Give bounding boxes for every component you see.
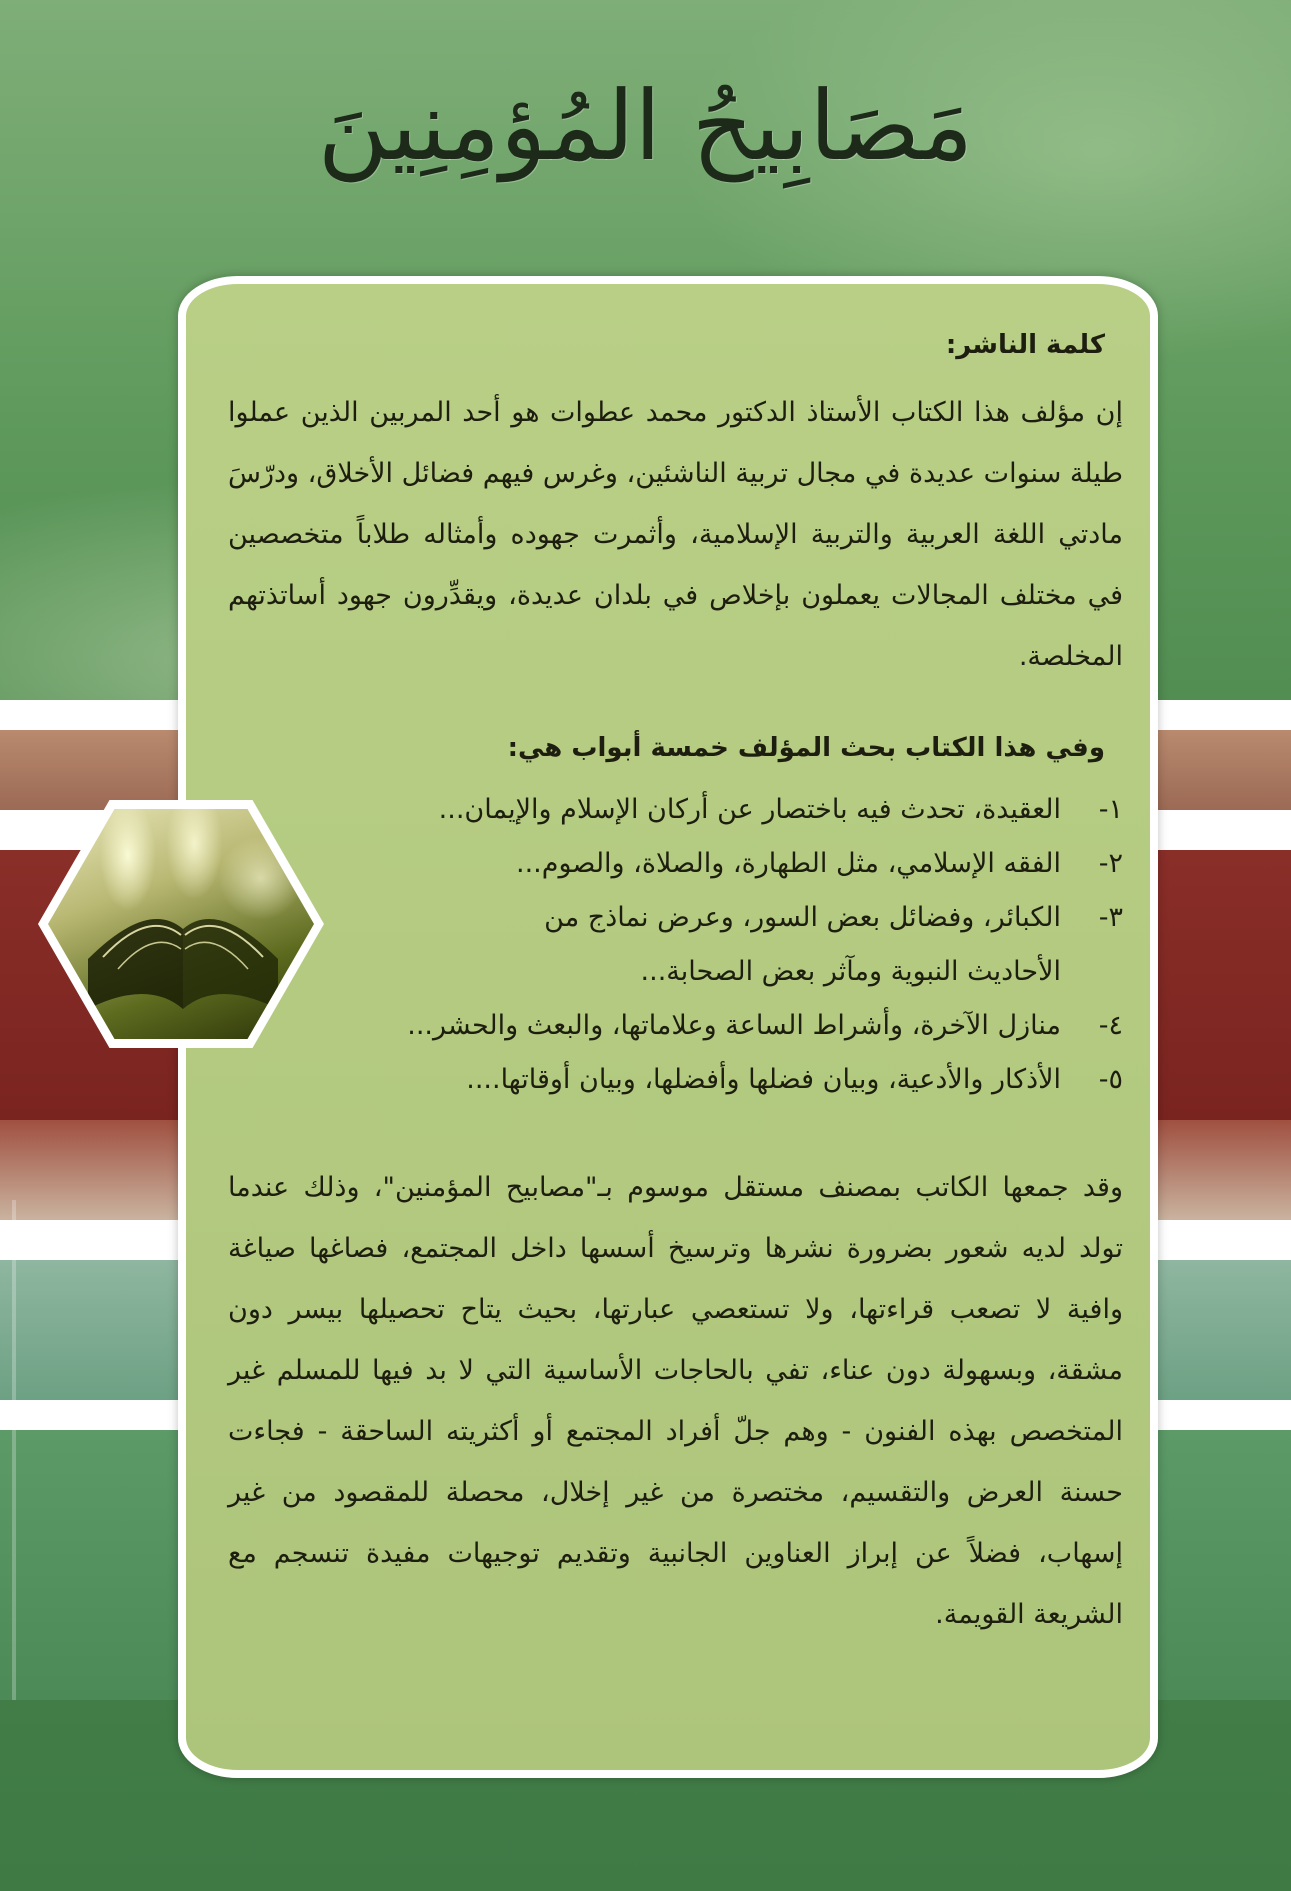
list-item: ٣- الكبائر، وفضائل بعض السور، وعرض نماذج من الأحاديث النبوية ومآثر بعض الصحابة...: [544, 902, 1123, 987]
intro-paragraph: إن مؤلف هذا الكتاب الأستاذ الدكتور محمد عطوات هو أحد المربين الذين عملوا طيلة سنوات عديدة في مجال تربية الناشئين، وغرس فيهم فضائل الأخلاق، ودرّسَ مادتي اللغة العربية والتربية الإسلامية، وأثمرت جهوده وأمثاله طلاباً متخصصين في مختلف المجالات يعملون بإخلاص في بلدان عديدة، ويقدِّرون جهود أساتذتهم المخلصة.: [228, 397, 1123, 672]
publisher-heading: كلمة الناشر:: [945, 330, 1105, 360]
book-spine-edge: [12, 1200, 16, 1700]
list-item: ١- العقيدة، تحدث فيه باختصار عن أركان الإسلام والإيمان...: [438, 794, 1123, 825]
chapters-list: [228, 783, 1123, 1107]
list-item: ٥- الأذكار والأدعية، وبيان فضلها وأفضلها، وبيان أوقاتها....: [466, 1064, 1123, 1095]
list-item: ٤- منازل الآخرة، وأشراط الساعة وعلاماتها، والبعث والحشر...: [407, 1010, 1123, 1041]
list-item: ٢- الفقه الإسلامي، مثل الطهارة، والصلاة، والصوم...: [516, 848, 1123, 879]
publisher-text: [228, 330, 1123, 1645]
chapters-heading: وفي هذا الكتاب بحث المؤلف خمسة أبواب هي:: [507, 733, 1105, 763]
book-title: مَصَابِيحُ المُؤمِنِينَ: [317, 70, 974, 182]
closing-paragraph: وقد جمعها الكاتب بمصنف مستقل موسوم بـ"مصابيح المؤمنين"، وذلك عندما تولد لديه شعور بضرورة نشرها وترسيخ أسسها داخل المجتمع، فصاغها صياغة وافية لا تصعب قراءتها، ولا تستعصي عبارتها، بحيث يتاح تحصيلها بيسر دون مشقة، وبسهولة دون عناء، تفي بالحاجات الأساسية التي لا بد فيها للمسلم غير المتخصص بهذه الفنون - وهم جلّ أفراد المجتمع أو أكثريته الساحقة - فجاءت حسنة العرض والتقسيم، مختصرة من غير إخلال، محصلة للمقصود من غير إسهاب، فضلاً عن إبراز العناوين الجانبية وتقديم توجيهات مفيدة تنسجم مع الشريعة القويمة.: [228, 1172, 1123, 1630]
